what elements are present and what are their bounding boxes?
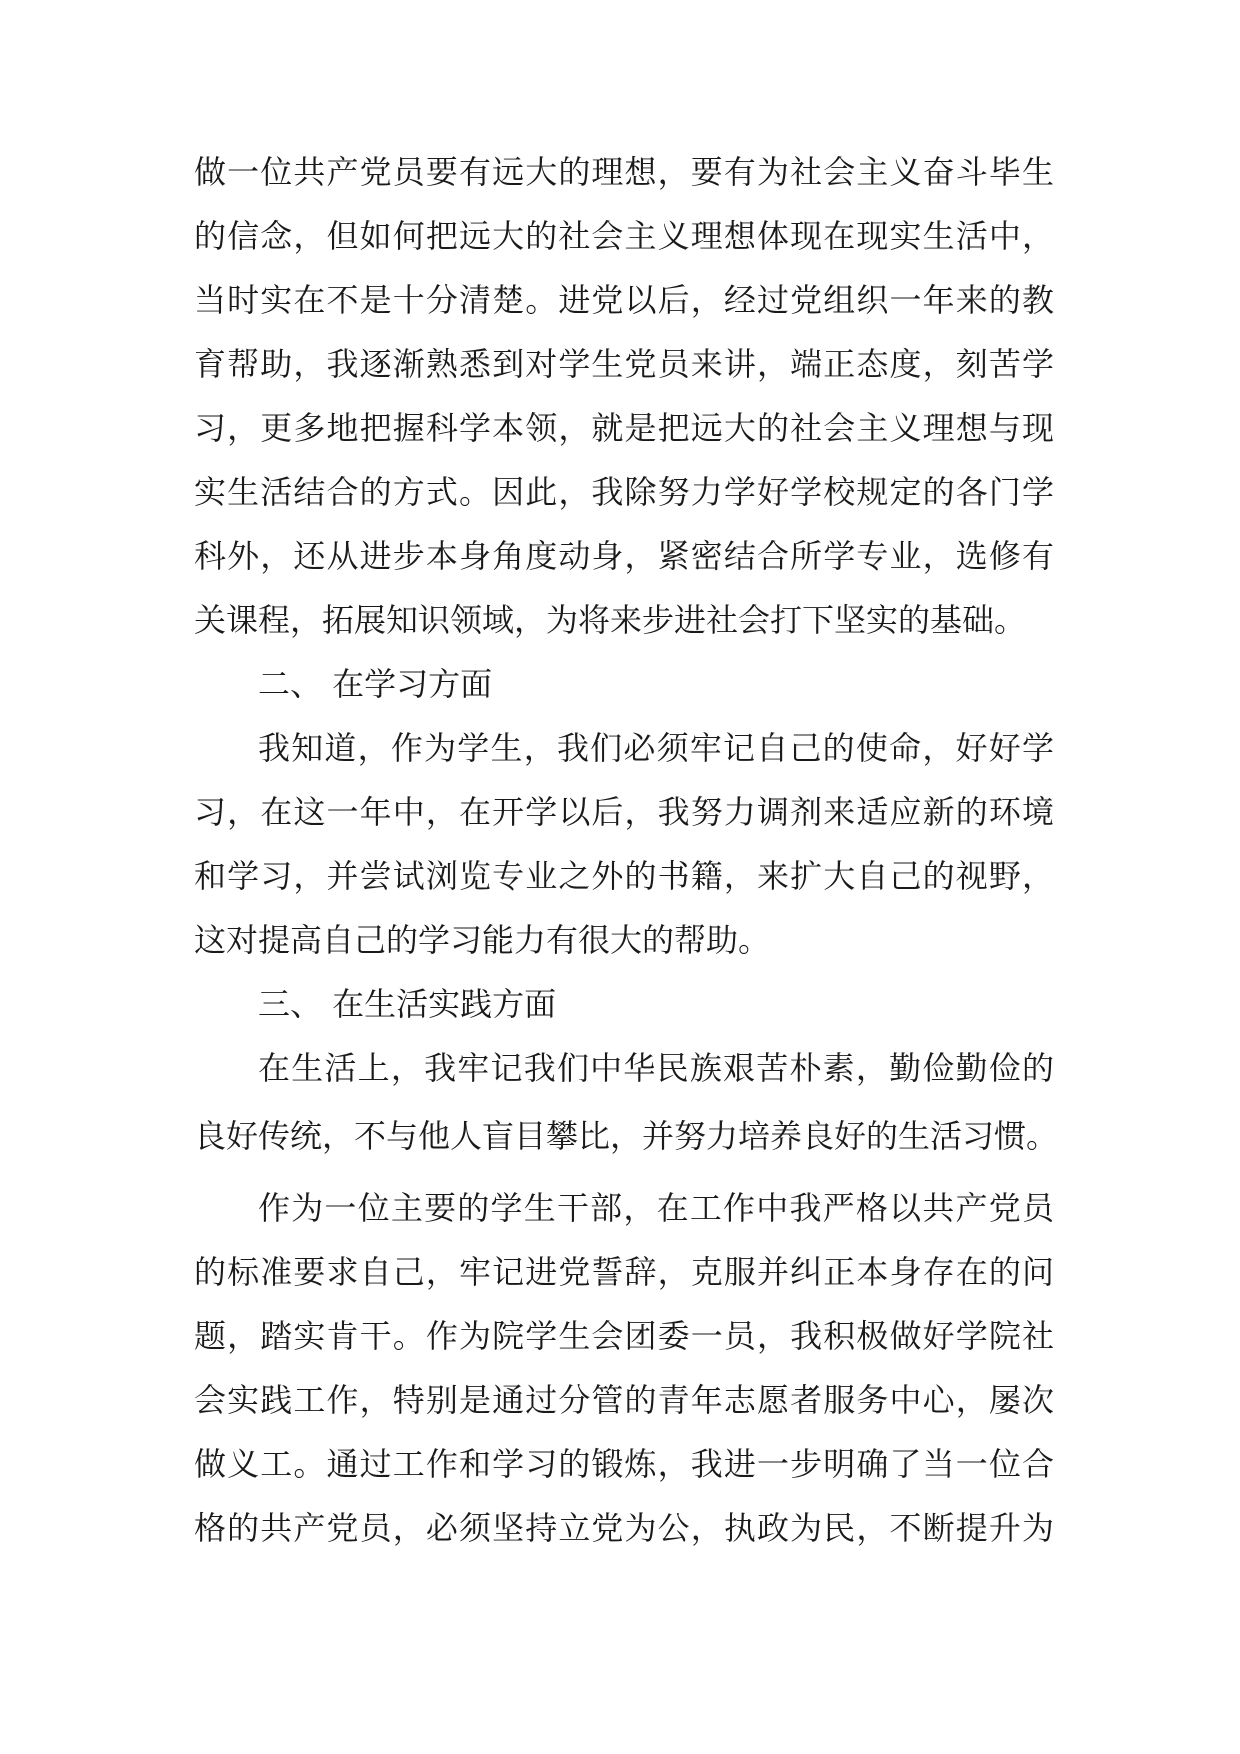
body-line: 做义工。通过工作和学习的锻炼，我进一步明确了当一位合 <box>194 1445 1054 1483</box>
body-line: 良好传统，不与他人盲目攀比，并努力培养良好的生活习惯。 <box>194 1117 1059 1155</box>
body-line: 在生活上，我牢记我们中华民族艰苦朴素，勤俭勤俭的 <box>258 1049 1054 1087</box>
body-line: 关课程，拓展知识领域，为将来步进社会打下坚实的基础。 <box>194 601 1027 639</box>
section-heading-study: 二、 在学习方面 <box>258 665 493 703</box>
body-line: 的标准要求自己，牢记进党誓辞，克服并纠正本身存在的问 <box>194 1253 1054 1291</box>
section-heading-life-practice: 三、 在生活实践方面 <box>258 985 557 1023</box>
body-line: 习，在这一年中，在开学以后，我努力调剂来适应新的环境 <box>194 793 1054 831</box>
body-line: 和学习，并尝试浏览专业之外的书籍，来扩大自己的视野， <box>194 857 1054 895</box>
body-line: 题，踏实肯干。作为院学生会团委一员，我积极做好学院社 <box>194 1317 1054 1355</box>
body-line: 科外，还从进步本身角度动身，紧密结合所学专业，选修有 <box>194 537 1054 575</box>
body-line: 当时实在不是十分清楚。进党以后，经过党组织一年来的教 <box>194 281 1054 319</box>
body-line: 育帮助，我逐渐熟悉到对学生党员来讲，端正态度，刻苦学 <box>194 345 1054 383</box>
body-line: 习，更多地把握科学本领，就是把远大的社会主义理想与现 <box>194 409 1054 447</box>
body-line: 我知道，作为学生，我们必须牢记自己的使命，好好学 <box>258 729 1054 767</box>
body-line: 实生活结合的方式。因此，我除努力学好学校规定的各门学 <box>194 473 1054 511</box>
body-line: 作为一位主要的学生干部，在工作中我严格以共产党员 <box>258 1189 1054 1227</box>
body-line: 这对提高自己的学习能力有很大的帮助。 <box>194 921 771 959</box>
body-line: 格的共产党员，必须坚持立党为公，执政为民，不断提升为 <box>194 1509 1054 1547</box>
body-line: 会实践工作，特别是通过分管的青年志愿者服务中心，屡次 <box>194 1381 1054 1419</box>
body-line: 做一位共产党员要有远大的理想，要有为社会主义奋斗毕生 <box>194 153 1054 191</box>
body-line: 的信念，但如何把远大的社会主义理想体现在现实生活中， <box>194 217 1054 255</box>
